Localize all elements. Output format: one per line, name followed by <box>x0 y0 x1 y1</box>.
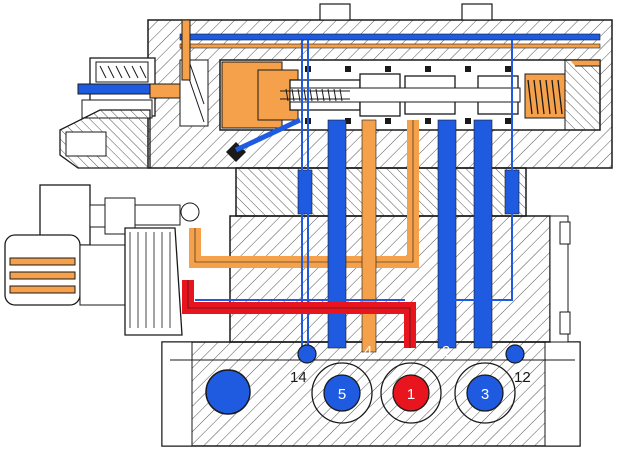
port-12-label: 12 <box>514 369 531 386</box>
port-14-label: 14 <box>290 369 307 386</box>
manual-override-knob <box>5 185 199 335</box>
port-4-label: 4 <box>363 343 373 360</box>
port-3-label: 3 <box>480 386 490 403</box>
spool-housing <box>148 4 612 168</box>
base-exhaust-bore <box>206 370 250 414</box>
port-1-label: 1 <box>406 386 416 403</box>
port-5-label: 5 <box>337 386 347 403</box>
port-2-label: 2 <box>441 343 451 360</box>
